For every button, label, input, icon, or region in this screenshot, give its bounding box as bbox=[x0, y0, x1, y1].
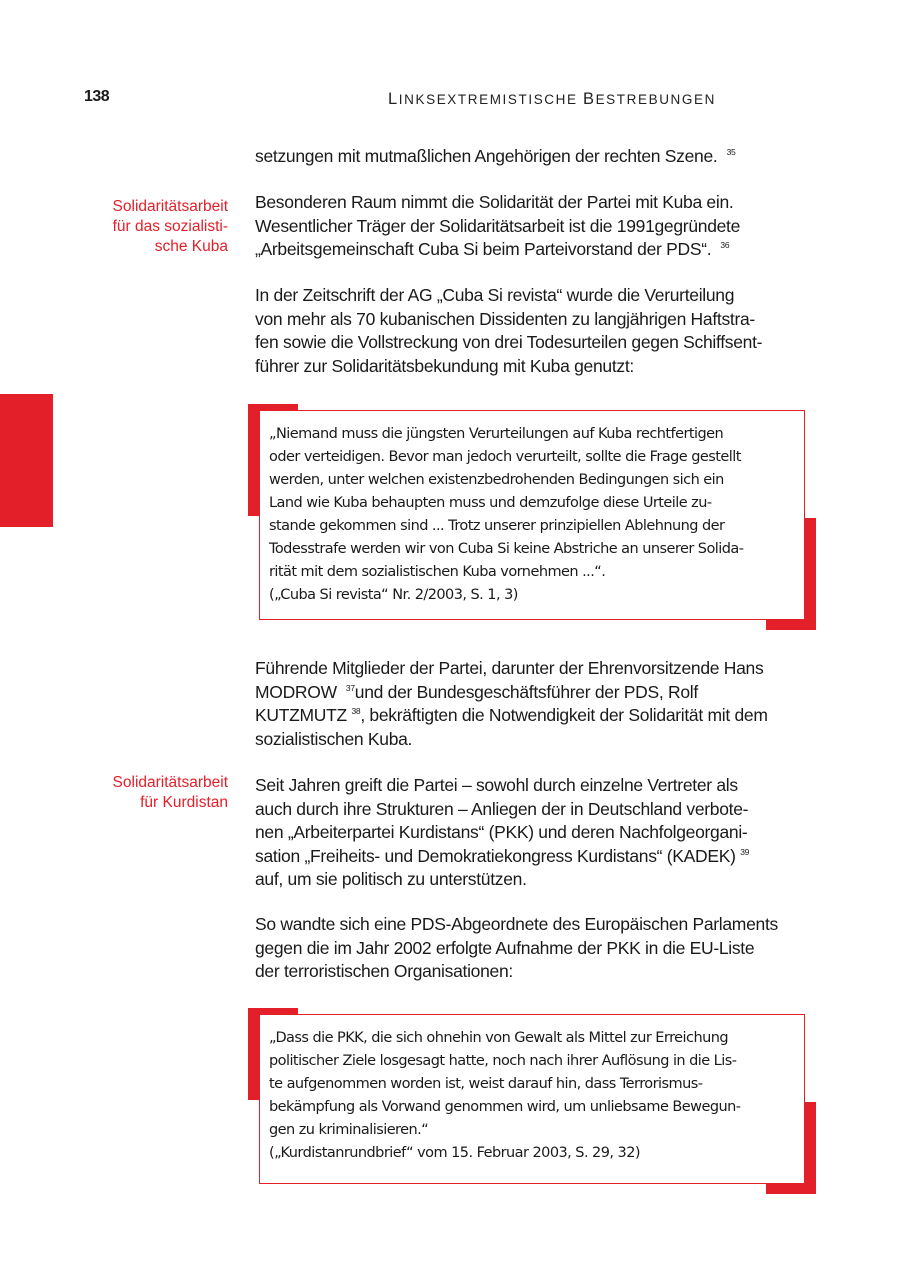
paragraph-text: setzungen mit mutmaßlichen Angehörigen der rechten Szene. bbox=[255, 146, 718, 166]
paragraph-4 bbox=[255, 657, 803, 751]
quote-line: werden, unter welchen existenzbedrohenden Bedingungen sich ein bbox=[269, 472, 724, 488]
footnote-ref[interactable]: 36 bbox=[720, 240, 730, 251]
paragraph-text: , bekräftigten die Notwendigkeit der Solidarität mit dem sozialistischen Kuba. bbox=[255, 705, 768, 749]
quote-box-kurdistan bbox=[248, 1008, 816, 1194]
margin-note-line: sche Kuba bbox=[154, 238, 228, 255]
quote-line: Land wie Kuba behaupten muss und demzufolge diese Urteile zu- bbox=[269, 495, 712, 511]
running-header: LINKSEXTREMISTISCHE BESTREBUNGEN bbox=[388, 90, 716, 108]
paragraph-6 bbox=[255, 913, 815, 984]
quote-line: rität mit dem sozialistischen Kuba vornehmen ...“. bbox=[269, 564, 606, 580]
margin-note-line: Solidaritätsarbeit bbox=[112, 198, 228, 215]
quote-box-cuba bbox=[248, 404, 816, 630]
text-line: auf, um sie politisch zu unterstützen. bbox=[255, 869, 527, 889]
quote-content bbox=[259, 410, 805, 620]
paragraph-2 bbox=[255, 191, 803, 262]
margin-note-kurdistan bbox=[113, 773, 228, 813]
footnote-ref[interactable]: 35 bbox=[726, 147, 736, 158]
quote-source: („Cuba Si revista“ Nr. 2/2003, S. 1, 3) bbox=[269, 587, 518, 603]
page-number: 138 bbox=[84, 88, 110, 105]
paragraph-3 bbox=[255, 284, 815, 378]
margin-note-line: Solidaritätsarbeit bbox=[112, 774, 228, 791]
quote-source: („Kurdistanrundbrief“ vom 15. Februar 2003, S. 29, 32) bbox=[269, 1145, 640, 1161]
text-line: So wandte sich eine PDS-Abgeordnete des Europäischen Parlaments bbox=[255, 914, 778, 934]
text-line: In der Zeitschrift der AG „Cuba Si revista“ wurde die Verurteilung bbox=[255, 285, 735, 305]
paragraph-1 bbox=[255, 145, 815, 169]
quote-line: gen zu kriminalisieren.“ bbox=[269, 1122, 429, 1138]
paragraph-5 bbox=[255, 774, 815, 892]
text-line: auch durch ihre Strukturen – Anliegen der in Deutschland verbote- bbox=[255, 798, 749, 819]
chapter-tab-marker bbox=[0, 394, 53, 527]
text-line: nen „Arbeiterpartei Kurdistans“ (PKK) und deren Nachfolgeorgani- bbox=[255, 822, 748, 842]
text-line: fen sowie die Vollstreckung von drei Todesurteilen gegen Schiffsent- bbox=[255, 332, 763, 352]
footnote-ref[interactable]: 39 bbox=[740, 846, 750, 857]
margin-note-line: für das sozialisti- bbox=[112, 218, 228, 235]
quote-line: stande gekommen sind ... Trotz unserer prinzipiellen Ablehnung der bbox=[269, 518, 725, 534]
quote-line: oder verteidigen. Bevor man jedoch verurteilt, sollte die Frage gestellt bbox=[269, 449, 741, 465]
margin-note-line: für Kurdistan bbox=[140, 794, 228, 811]
text-line: gegen die im Jahr 2002 erfolgte Aufnahme der PKK in die EU-Liste bbox=[255, 937, 755, 958]
quote-line: „Niemand muss die jüngsten Verurteilungen auf Kuba rechtfertigen bbox=[269, 426, 724, 442]
paragraph-text: Führende Mitglieder der Partei, darunter der Ehrenvorsitzende Hans MODROW bbox=[255, 658, 764, 702]
quote-line: te aufgenommen worden ist, weist darauf hin, dass Terrorismus- bbox=[269, 1076, 703, 1092]
paragraph-text: Besonderen Raum nimmt die Solidarität der Partei mit Kuba ein. Wesentlicher Träger der Solidaritätsarbeit ist die 1991gegründete „Arbeitsgemeinschaft Cuba Si beim Parteivorstand der PDS“. bbox=[255, 192, 741, 259]
text-line: der terroristischen Organisationen: bbox=[255, 961, 513, 981]
text-line: sation „Freiheits- und Demokratiekongress Kurdistans“ (KADEK) bbox=[255, 845, 736, 866]
quote-line: Todesstrafe werden wir von Cuba Si keine Abstriche an unserer Solida- bbox=[269, 541, 744, 557]
text-line: Seit Jahren greift die Partei – sowohl durch einzelne Vertreter als bbox=[255, 775, 738, 795]
quote-line: politischer Ziele losgesagt hatte, noch nach ihrer Auflösung in die Lis- bbox=[269, 1053, 737, 1069]
footnote-ref[interactable]: 38 bbox=[351, 706, 361, 717]
quote-line: „Dass die PKK, die sich ohnehin von Gewalt als Mittel zur Erreichung bbox=[269, 1030, 729, 1046]
quote-line: bekämpfung als Vorwand genommen wird, um unliebsame Bewegun- bbox=[269, 1099, 741, 1115]
margin-note-cuba bbox=[113, 197, 228, 257]
text-line: führer zur Solidaritätsbekundung mit Kuba genutzt: bbox=[255, 355, 634, 376]
footnote-ref[interactable]: 37 bbox=[345, 682, 355, 693]
paragraph-text: und der Bundesgeschäftsführer der PDS, Rolf KUTZMUTZ bbox=[255, 681, 698, 725]
text-line: von mehr als 70 kubanischen Dissidenten zu langjährigen Haftstra- bbox=[255, 308, 755, 329]
quote-content bbox=[259, 1014, 805, 1184]
